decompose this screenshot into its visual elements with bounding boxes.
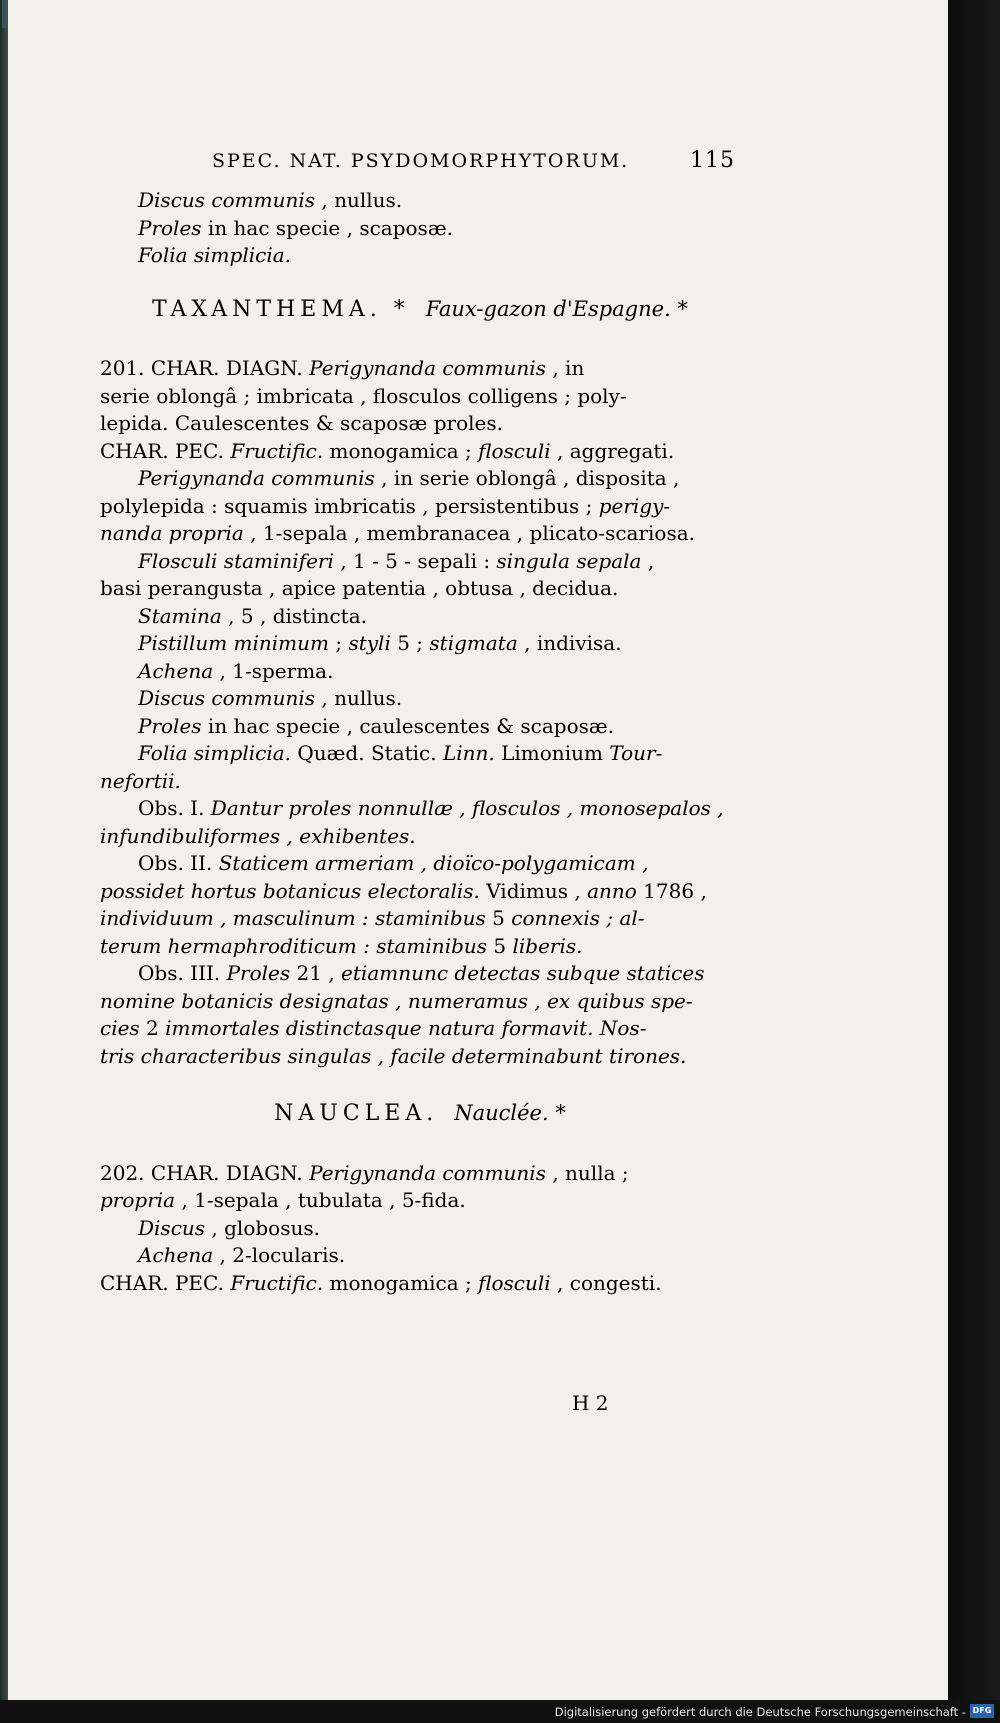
text-line: Achena , 2-locularis. [138, 1243, 346, 1267]
text-line: infundibuliformes , exhibentes. [100, 823, 416, 848]
dfg-logo-icon: DFG [970, 1704, 994, 1718]
entry-201 [100, 355, 740, 1070]
text-line: 201. CHAR. DIAGN. Perigynanda communis , in [100, 356, 585, 380]
term: Discus communis [138, 188, 315, 212]
text-line: lepida. Caulescentes & scaposæ proles. [100, 411, 503, 435]
text-line: nomine botanicis designatas , numeramus , ex quibus spe- [100, 988, 693, 1013]
text-line: Folia simplicia. Quæd. Static. Linn. Limonium Tour- [138, 741, 663, 765]
text-line: individuum , masculinum : staminibus 5 connexis ; al- [100, 906, 645, 930]
text-line: basi perangusta , apice patentia , obtusa , decidua. [100, 576, 619, 600]
text-line: polylepida : squamis imbricatis , persistentibus ; perigy- [100, 493, 671, 518]
text-line: terum hermaphroditicum : staminibus 5 liberis. [100, 933, 583, 958]
text-line: cies 2 immortales distinctasque natura formavit. Nos- [100, 1016, 647, 1040]
text-line [100, 242, 740, 270]
text-line: Achena , 1-sperma. [138, 658, 334, 683]
text-line: nanda propria , 1-sepala , membranacea , plicato-scariosa. [100, 521, 696, 545]
footer-credit: Digitalisierung gefördert durch die Deutsche Forschungsgemeinschaft - [554, 1705, 966, 1719]
text-line: Obs. I. Dantur proles nonnullæ , flosculos , monosepalos , [138, 796, 724, 820]
text-line: possidet hortus botanicus electoralis. Vidimus , anno 1786 , [100, 878, 707, 903]
text-line: Discus communis , nullus. [138, 686, 403, 710]
term: Folia simplicia. [138, 243, 291, 267]
text-line: nefortii. [100, 768, 181, 793]
text-line: CHAR. PEC. Fructific. monogamica ; flosculi , aggregati. [100, 438, 675, 463]
text-line: Proles in hac specie , caulescentes & scaposæ. [138, 713, 615, 738]
text-line: propria , 1-sepala , tubulata , 5-fida. [100, 1188, 466, 1212]
text-line: Pistillum minimum ; styli 5 ; stigmata , indivisa. [138, 631, 622, 655]
term: Proles [138, 215, 202, 240]
text-line [100, 187, 740, 215]
description: , nullus. [315, 188, 403, 212]
page-number: 115 [690, 148, 735, 173]
text-line: Flosculi staminiferi , 1 - 5 - sepali : singula sepala , [138, 548, 655, 573]
text-line: Discus , globosus. [138, 1215, 320, 1240]
entry-202 [100, 1160, 740, 1298]
text-line: Stamina , 5 , distincta. [138, 603, 367, 628]
description: in hac specie , scaposæ. [201, 215, 453, 240]
french-name: Faux-gazon d'Espagne. * [425, 296, 688, 321]
text-line: 202. CHAR. DIAGN. Perigynanda communis , nulla ; [100, 1160, 629, 1185]
signature-mark: H 2 [572, 1391, 609, 1415]
page-shadow-edge [948, 0, 1000, 1700]
french-name: Nauclée. * [454, 1101, 566, 1125]
running-title: SPEC. NAT. PSYDOMORPHYTORUM. [212, 150, 630, 172]
text-line: serie oblongâ ; imbricata , flosculos colligens ; poly- [100, 383, 627, 408]
intro-block [100, 187, 740, 270]
section-heading-taxanthema [100, 296, 740, 324]
body-text [100, 187, 740, 1297]
text-line: CHAR. PEC. Fructific. monogamica ; flosculi , congesti. [100, 1270, 662, 1295]
genus-name: TAXANTHEMA. * [152, 296, 410, 322]
genus-name: NAUCLEA. [274, 1101, 439, 1126]
text-line: tris characteribus singulas , facile determinabunt tirones. [100, 1043, 687, 1068]
text-line: Obs. III. Proles 21 , etiamnunc detectas subque statices [138, 961, 705, 985]
running-header [182, 150, 710, 172]
text-line: Obs. II. Staticem armeriam , dioïco-polygamicam , [138, 851, 649, 875]
text-line: Perigynanda communis , in serie oblongâ , disposita , [138, 466, 680, 490]
section-heading-nauclea [100, 1100, 740, 1128]
book-spine-edge [0, 0, 8, 1700]
text-line [100, 215, 740, 243]
